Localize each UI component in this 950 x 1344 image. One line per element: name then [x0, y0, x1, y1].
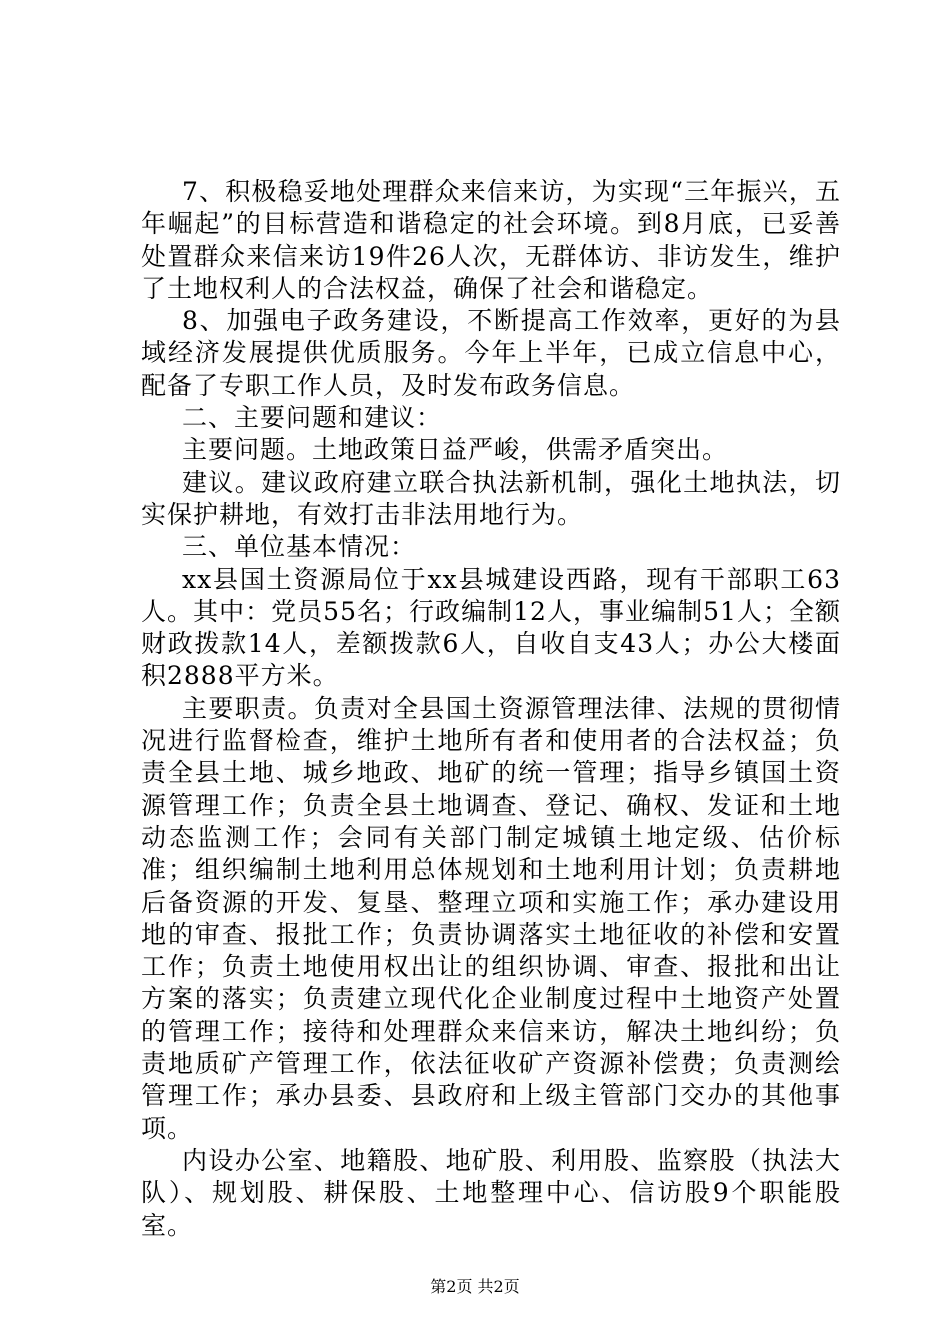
- section-heading-basic-info: 三、单位基本情况：: [182, 532, 417, 562]
- paragraph-unit-overview: xx县国土资源局位于xx县城建设西路，现有干部职工63人。其中：党员55名；行政编制12人，事业编制51人；全额财政拨款14人，差额拨款6人，自收自支43人；办公大楼面积2888平方米。: [141, 564, 841, 691]
- paragraph-main-problems: 主要问题。土地政策日益严峻，供需矛盾突出。: [182, 435, 729, 465]
- paragraph-suggestions: 建议。建议政府建立联合执法新机制，强化土地执法，切实保护耕地，有效打击非法用地行为。: [141, 467, 841, 529]
- page-number-label: 第2页 共2页: [430, 1277, 520, 1296]
- paragraph-internal-departments: 内设办公室、地籍股、地矿股、利用股、监察股（执法大队）、规划股、耕保股、土地整理中心、信访股9个职能股室。: [141, 1145, 841, 1240]
- paragraph-main-duties: 主要职责。负责对全县国土资源管理法律、法规的贯彻情况进行监督检查，维护土地所有者和使用者的合法权益；负责全县土地、城乡地政、地矿的统一管理；指导乡镇国土资源管理工作；负责全县土地调查、登记、确权、发证和土地动态监测工作；会同有关部门制定城镇土地定级、估价标准；组织编制土地利用总体规划和土地利用计划；负责耕地后备资源的开发、复垦、整理立项和实施工作；承办建设用地的审查、报批工作；负责协调落实土地征收的补偿和安置工作；负责土地使用权出让的组织协调、审查、报批和出让方案的落实；负责建立现代化企业制度过程中土地资产处置的管理工作；接待和处理群众来信来访，解决土地纠纷；负责地质矿产管理工作，依法征收矿产资源补偿费；负责测绘管理工作；承办县委、县政府和上级主管部门交办的其他事项。: [141, 693, 841, 1143]
- page-footer: [0, 1277, 950, 1297]
- paragraph-item-7: 7、积极稳妥地处理群众来信来访，为实现“三年振兴，五年崛起”的目标营造和谐稳定的社会环境。到8月底，已妥善处置群众来信来访19件26人次，无群体访、非访发生，维护了土地权利人的合法权益，确保了社会和谐稳定。: [141, 177, 841, 303]
- paragraph-item-8: 8、加强电子政务建设，不断提高工作效率，更好的为县域经济发展提供优质服务。今年上半年，已成立信息中心，配备了专职工作人员，及时发布政务信息。: [141, 306, 841, 400]
- section-heading-problems: 二、主要问题和建议：: [182, 403, 443, 433]
- document-body: [141, 176, 841, 1242]
